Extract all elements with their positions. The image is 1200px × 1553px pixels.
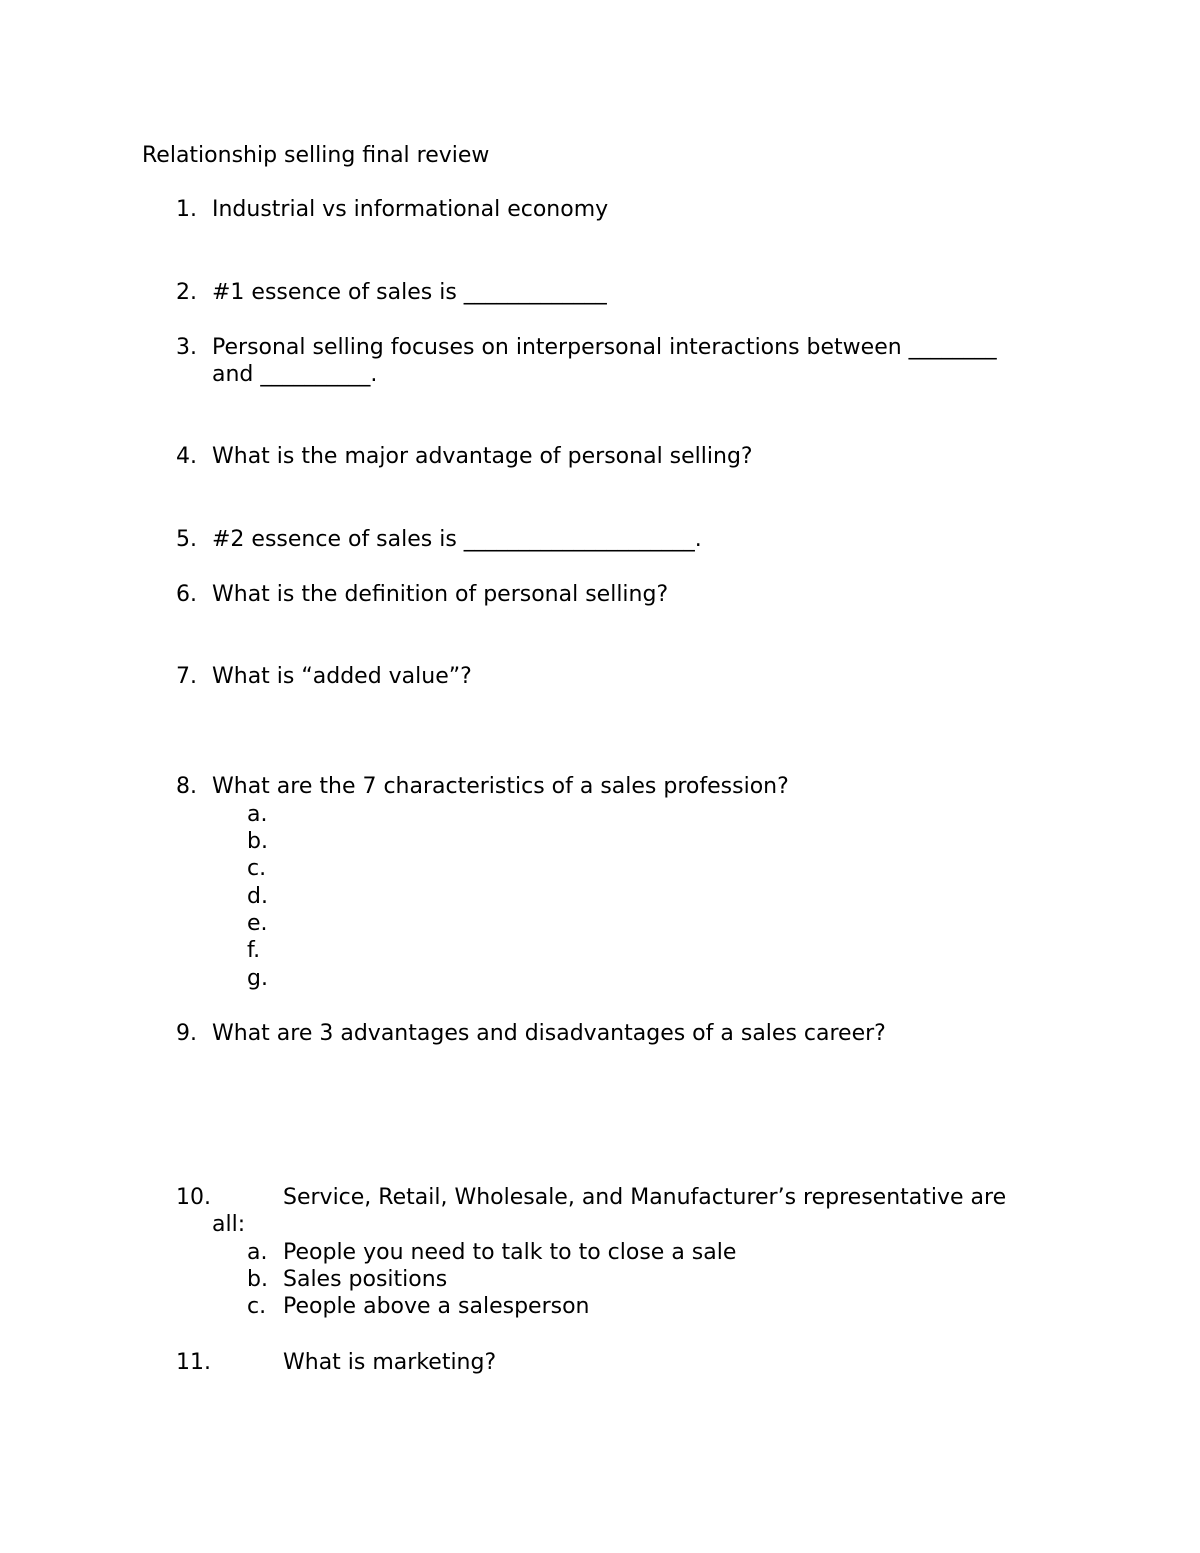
question-number: 4.: [176, 444, 197, 469]
question-continuation: all:: [212, 1212, 246, 1237]
question-text: What are the 7 characteristics of a sales profession?: [212, 774, 789, 799]
question-text: What are 3 advantages and disadvantages of a sales career?: [212, 1021, 886, 1046]
question-text: What is the major advantage of personal selling?: [212, 444, 753, 469]
option-text: People above a salesperson: [283, 1294, 590, 1319]
question-text: #1 essence of sales is _____________: [212, 280, 607, 305]
question-number: 3.: [176, 335, 197, 360]
question-text: What is the definition of personal selling?: [212, 582, 669, 607]
sub-item-letter: c.: [247, 856, 267, 881]
question-text: Service, Retail, Wholesale, and Manufacturer’s representative are: [283, 1185, 1007, 1210]
question-text: Industrial vs informational economy: [212, 197, 609, 222]
sub-item-letter: e.: [247, 911, 268, 936]
question-number: 7.: [176, 664, 197, 689]
question-number: 6.: [176, 582, 197, 607]
sub-item-letter: a.: [247, 802, 268, 827]
sub-item-letter: b.: [247, 829, 268, 854]
question-number: 5.: [176, 527, 197, 552]
option-text: People you need to talk to to close a sale: [283, 1240, 737, 1265]
question-continuation: and __________.: [212, 362, 378, 387]
question-number: 1.: [176, 197, 197, 222]
sub-item-letter: d.: [247, 884, 268, 909]
question-number: 10.: [176, 1185, 211, 1210]
sub-item-letter: f.: [247, 938, 261, 963]
option-letter: c.: [247, 1294, 267, 1319]
question-text: #2 essence of sales is _____________________.: [212, 527, 702, 552]
question-text: Personal selling focuses on interpersonal interactions between ________: [212, 335, 997, 360]
question-number: 2.: [176, 280, 197, 305]
question-number: 11.: [176, 1350, 211, 1375]
question-number: 9.: [176, 1021, 197, 1046]
question-text: What is marketing?: [283, 1350, 497, 1375]
option-text: Sales positions: [283, 1267, 448, 1292]
option-letter: b.: [247, 1267, 268, 1292]
document-title: Relationship selling final review: [142, 143, 490, 168]
question-number: 8.: [176, 774, 197, 799]
option-letter: a.: [247, 1240, 268, 1265]
question-text: What is “added value”?: [212, 664, 472, 689]
sub-item-letter: g.: [247, 966, 268, 991]
